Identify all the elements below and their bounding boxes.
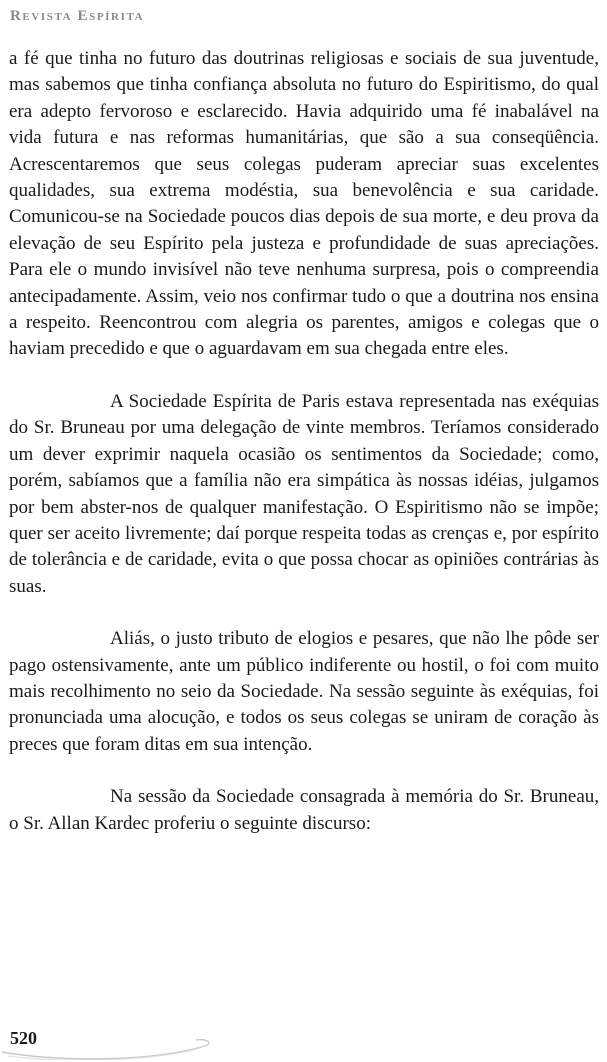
body-text — [9, 46, 599, 837]
page-ornament-swoosh — [0, 1032, 230, 1060]
page-number: 520 — [10, 1028, 37, 1048]
paragraph-4: Na sessão da Sociedade consagrada à memória do Sr. Bruneau, o Sr. Allan Kardec proferiu o seguinte discurso: — [9, 786, 599, 834]
paragraph-1: a fé que tinha no futuro das doutrinas religiosas e sociais de sua juventude, mas sabemos que tinha confiança absoluta no futuro do Espiritismo, do qual era adepto fervoroso e esclarecido. Havia adquirido uma fé inabalável na vida futura e nas reformas humanitárias, que são a sua conseqüência. Acrescentaremos que seus colegas puderam apreciar suas excelentes qualidades, sua extrema modéstia, sua benevolência e sua caridade. Comunicou-se na Sociedade poucos dias depois de sua morte, e deu prova da elevação de seu Espírito pela justeza e profundidade de suas apreciações. Para ele o mundo invisível não teve nenhuma surpresa, pois o compreendia antecipadamente. Assim, veio nos confirmar tudo o que a doutrina nos ensina a respeito. Reencontrou com alegria os parentes, amigos e colegas que o haviam precedido e que o aguardavam em sua chegada entre eles. — [9, 48, 599, 360]
running-head-title: Revista Espírita — [10, 8, 145, 24]
paragraph-2: A Sociedade Espírita de Paris estava representada nas exéquias do Sr. Bruneau por uma delegação de vinte membros. Teríamos considerado um dever exprimir naquela ocasião os sentimentos da Sociedade; como, porém, sabíamos que a família não era simpática às nossas idéias, julgamos por bem abster-nos de qualquer manifestação. O Espiritismo não se impõe; quer ser aceito livremente; daí porque respeita todas as crenças e, por espírito de tolerância e de caridade, evita o que possa chocar as opiniões contrárias às suas. — [9, 390, 599, 597]
paragraph-3: Aliás, o justo tributo de elogios e pesares, que não lhe pôde ser pago ostensivamente, ante um público indiferente ou hostil, o foi com muito mais recolhimento no seio da Sociedade. Na sessão seguinte às exéquias, foi pronunciada uma alocução, e todos os seus colegas se uniram de coração às preces que foram ditas em sua intenção. — [9, 628, 599, 755]
